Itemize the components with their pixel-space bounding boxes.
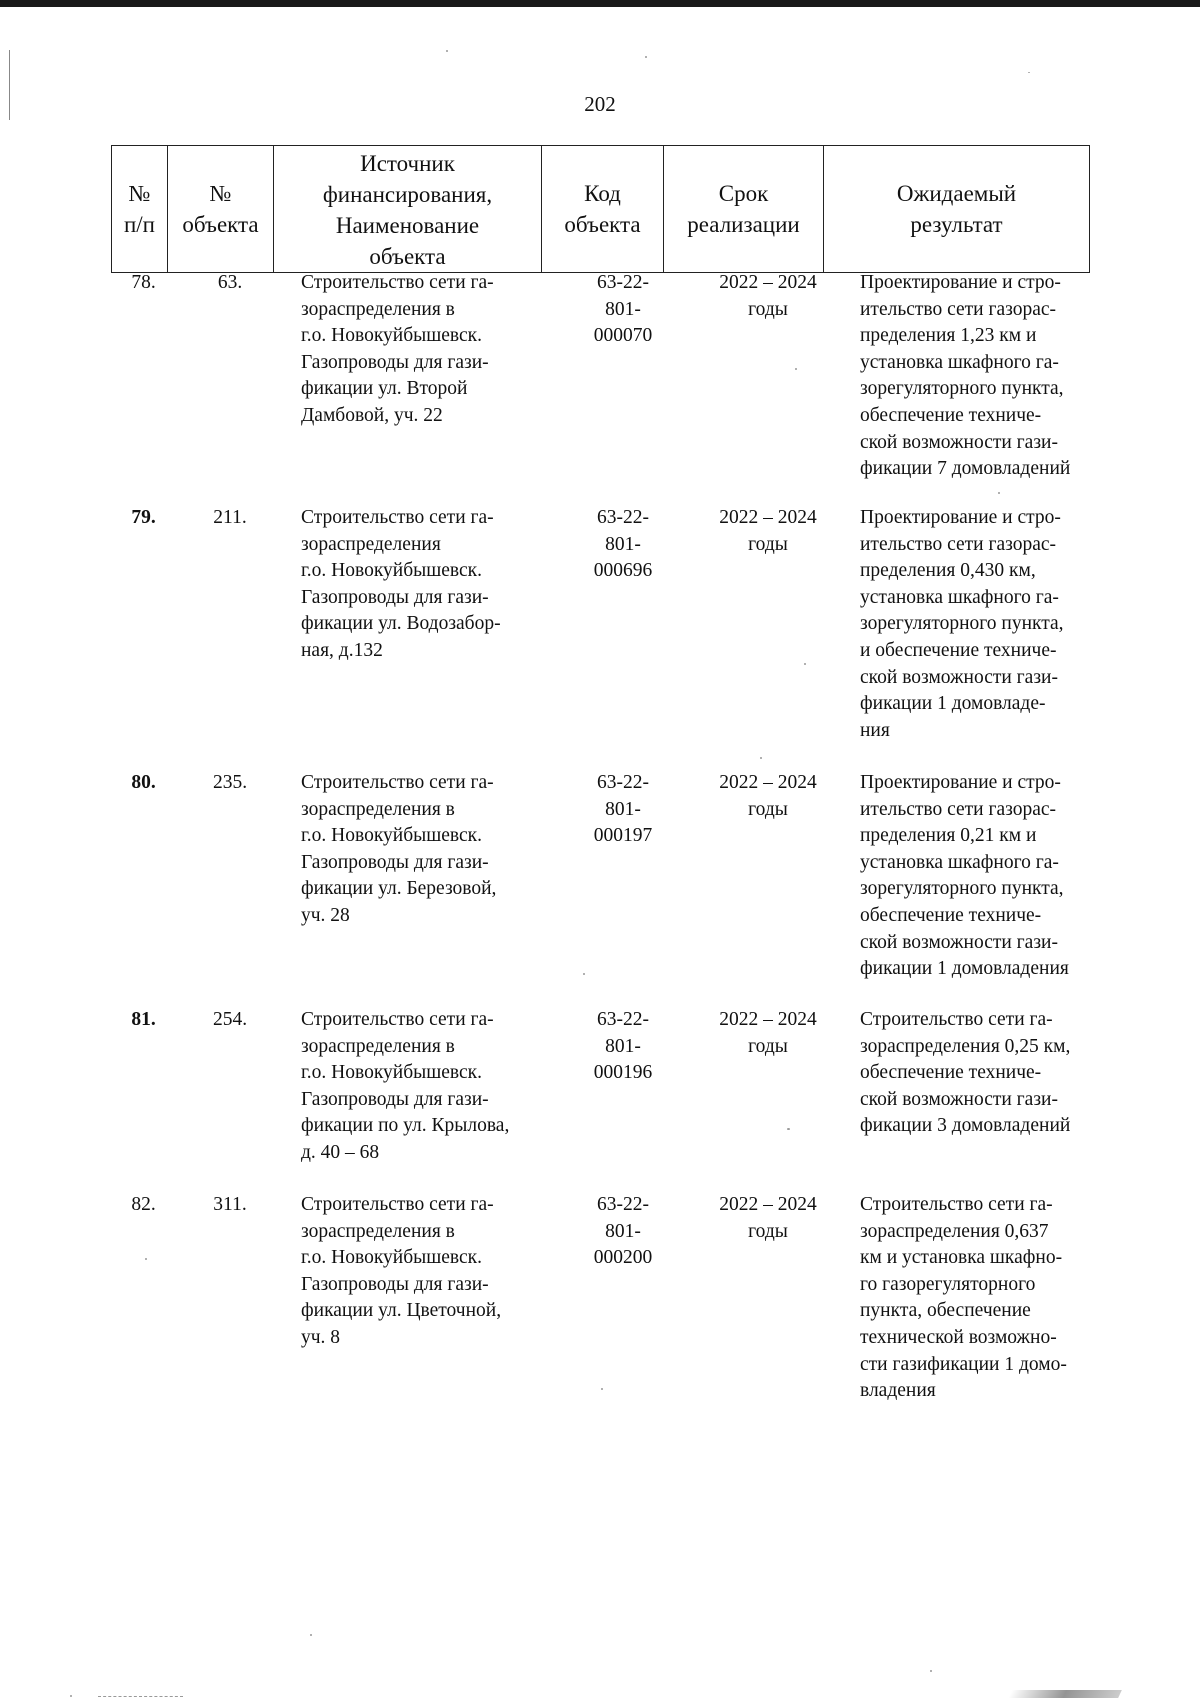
implementation-term: 2022 – 2024 годы: [719, 1009, 817, 1057]
scan-speck: [930, 1670, 932, 1672]
row-number: 78.: [131, 272, 156, 293]
scan-bottom-smudge: [1008, 1690, 1122, 1698]
scan-speck: [601, 1388, 603, 1390]
object-name: Строительство сети га- зораспределения в г.о. Новокуйбышевск. Газопроводы для гази- фикации ул. Второй Дамбовой, уч. 22: [301, 272, 494, 426]
scan-speck: [583, 973, 585, 975]
scan-speck: [310, 1634, 312, 1636]
row-number: 82.: [131, 1194, 156, 1215]
header-row-number: № п/п: [112, 146, 168, 273]
scan-speck: [760, 757, 762, 759]
header-expected-result: Ожидаемый результат: [824, 146, 1090, 273]
table-header: [111, 145, 1090, 273]
header-funding-source: Источник финансирования, Наименование объекта: [274, 146, 542, 273]
expected-result: Проектирование и стро- ительство сети газорас- пределения 1,23 км и установка шкафного га- зорегуляторного пункта, обеспечение техниче- ской возможности гази- фикации 7 домовладений: [860, 272, 1071, 480]
row-number: 81.: [131, 1009, 156, 1030]
object-code: 63-22- 801- 000196: [593, 1009, 653, 1084]
expected-result: Проектирование и стро- ительство сети газорас- пределения 0,21 км и установка шкафного га- зорегуляторного пункта, обеспечение техниче- ской возможности гази- фикации 1 домовладения: [860, 772, 1069, 980]
scan-speck: [1028, 72, 1030, 73]
object-name: Строительство сети га- зораспределения г.о. Новокуйбышевск. Газопроводы для гази- фикации ул. Водозабор- ная, д.132: [301, 507, 501, 661]
object-name: Строительство сети га- зораспределения в г.о. Новокуйбышевск. Газопроводы для гази- фикации ул. Березовой, уч. 28: [301, 772, 497, 926]
object-number: 211.: [213, 507, 247, 528]
scan-speck: [446, 50, 448, 52]
scan-speck: [645, 56, 647, 58]
object-number: 235.: [212, 772, 248, 793]
page-number: 202: [584, 92, 616, 116]
scan-speck: [795, 368, 797, 370]
object-name: Строительство сети га- зораспределения в г.о. Новокуйбышевск. Газопроводы для гази- фикации по ул. Крылова, д. 40 – 68: [301, 1009, 510, 1163]
scan-speck: [70, 1695, 72, 1697]
row-number: 80.: [131, 772, 156, 793]
object-number: 311.: [213, 1194, 247, 1215]
header-object-number: № объекта: [168, 146, 274, 273]
scan-speck: [787, 1128, 790, 1130]
scan-speck: [145, 1258, 147, 1260]
implementation-term: 2022 – 2024 годы: [719, 272, 817, 320]
implementation-term: 2022 – 2024 годы: [719, 772, 817, 820]
expected-result: Строительство сети га- зораспределения 0,25 км, обеспечение техниче- ской возможности гази- фикации 3 домовладений: [860, 1009, 1071, 1137]
expected-result: Проектирование и стро- ительство сети газорас- пределения 0,430 км, установка шкафного га- зорегуляторного пункта, и обеспечение техниче- ской возможности гази- фикации 1 домовладе- ния: [860, 507, 1064, 741]
expected-result: Строительство сети га- зораспределения 0,637 км и установка шкафно- го газорегуляторного пункта, обеспечение технической возможно- сти газификации 1 домо- владения: [860, 1194, 1067, 1402]
row-number: 79.: [131, 507, 156, 528]
object-code: 63-22- 801- 000070: [593, 272, 653, 347]
object-number: 63.: [217, 272, 243, 293]
object-code: 63-22- 801- 000197: [593, 772, 653, 847]
implementation-term: 2022 – 2024 годы: [719, 507, 817, 555]
scan-bottom-dash: [98, 1696, 183, 1698]
scan-speck: [998, 492, 1000, 494]
object-code: 63-22- 801- 000696: [593, 507, 653, 582]
implementation-term: 2022 – 2024 годы: [719, 1194, 817, 1242]
header-implementation-term: Срок реализации: [664, 146, 824, 273]
object-number: 254.: [212, 1009, 248, 1030]
object-name: Строительство сети га- зораспределения в г.о. Новокуйбышевск. Газопроводы для гази- фикации ул. Цветочной, уч. 8: [301, 1194, 502, 1348]
scan-top-edge: [0, 0, 1200, 7]
object-code: 63-22- 801- 000200: [593, 1194, 653, 1269]
scan-speck: [804, 663, 806, 665]
header-object-code: Код объекта: [542, 146, 664, 273]
